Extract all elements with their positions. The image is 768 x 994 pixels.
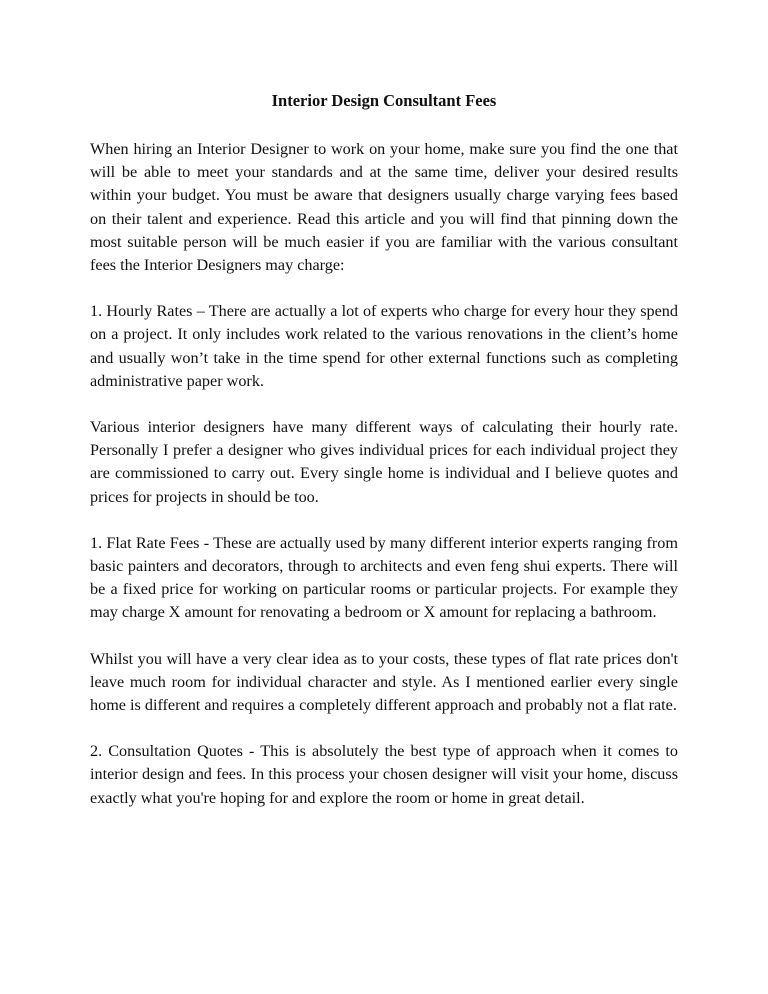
document-page [90, 90, 678, 833]
paragraph-flat-rate-costs: Whilst you will have a very clear idea as to your costs, these types of flat rate prices don't leave much room for individual character and style. As I mentioned earlier every single home is different and requires a completely different approach and probably not a flat rate. [90, 649, 678, 715]
paragraph-hourly-calculation: Various interior designers have many different ways of calculating their hourly rate. Personally I prefer a designer who gives individual prices for each individual project they are commissioned to carry out. Every single home is individual and I believe quotes and prices for projects in should be too. [90, 418, 678, 506]
paragraph-flat-rate-fees: 1. Flat Rate Fees - These are actually used by many different interior experts ranging from basic painters and decorators, through to architects and even feng shui experts. There will be a fixed price for working on particular rooms or particular projects. For example they may charge X amount for renovating a bedroom or X amount for replacing a bathroom. [90, 533, 678, 622]
paragraph-intro: When hiring an Interior Designer to work on your home, make sure you find the one that will be able to meet your standards and at the same time, deliver your desired results within your budget. You must be aware that designers usually charge varying fees based on their talent and experience. Read this article and you will find that pinning down the most suitable person will be much easier if you are familiar with the various consultant fees the Interior Designers may charge: [90, 140, 678, 275]
paragraph-hourly-rates: 1. Hourly Rates – There are actually a lot of experts who charge for every hour they spend on a project. It only includes work related to the various renovations in the client’s home and usually won’t take in the time spend for other external functions such as completing administrative paper work. [90, 302, 678, 390]
paragraph-consultation-quotes: 2. Consultation Quotes - This is absolutely the best type of approach when it comes to interior design and fees. In this process your chosen designer will visit your home, discuss exactly what you're hoping for and explore the room or home in great detail. [90, 742, 678, 807]
document-title: Interior Design Consultant Fees [271, 91, 497, 110]
